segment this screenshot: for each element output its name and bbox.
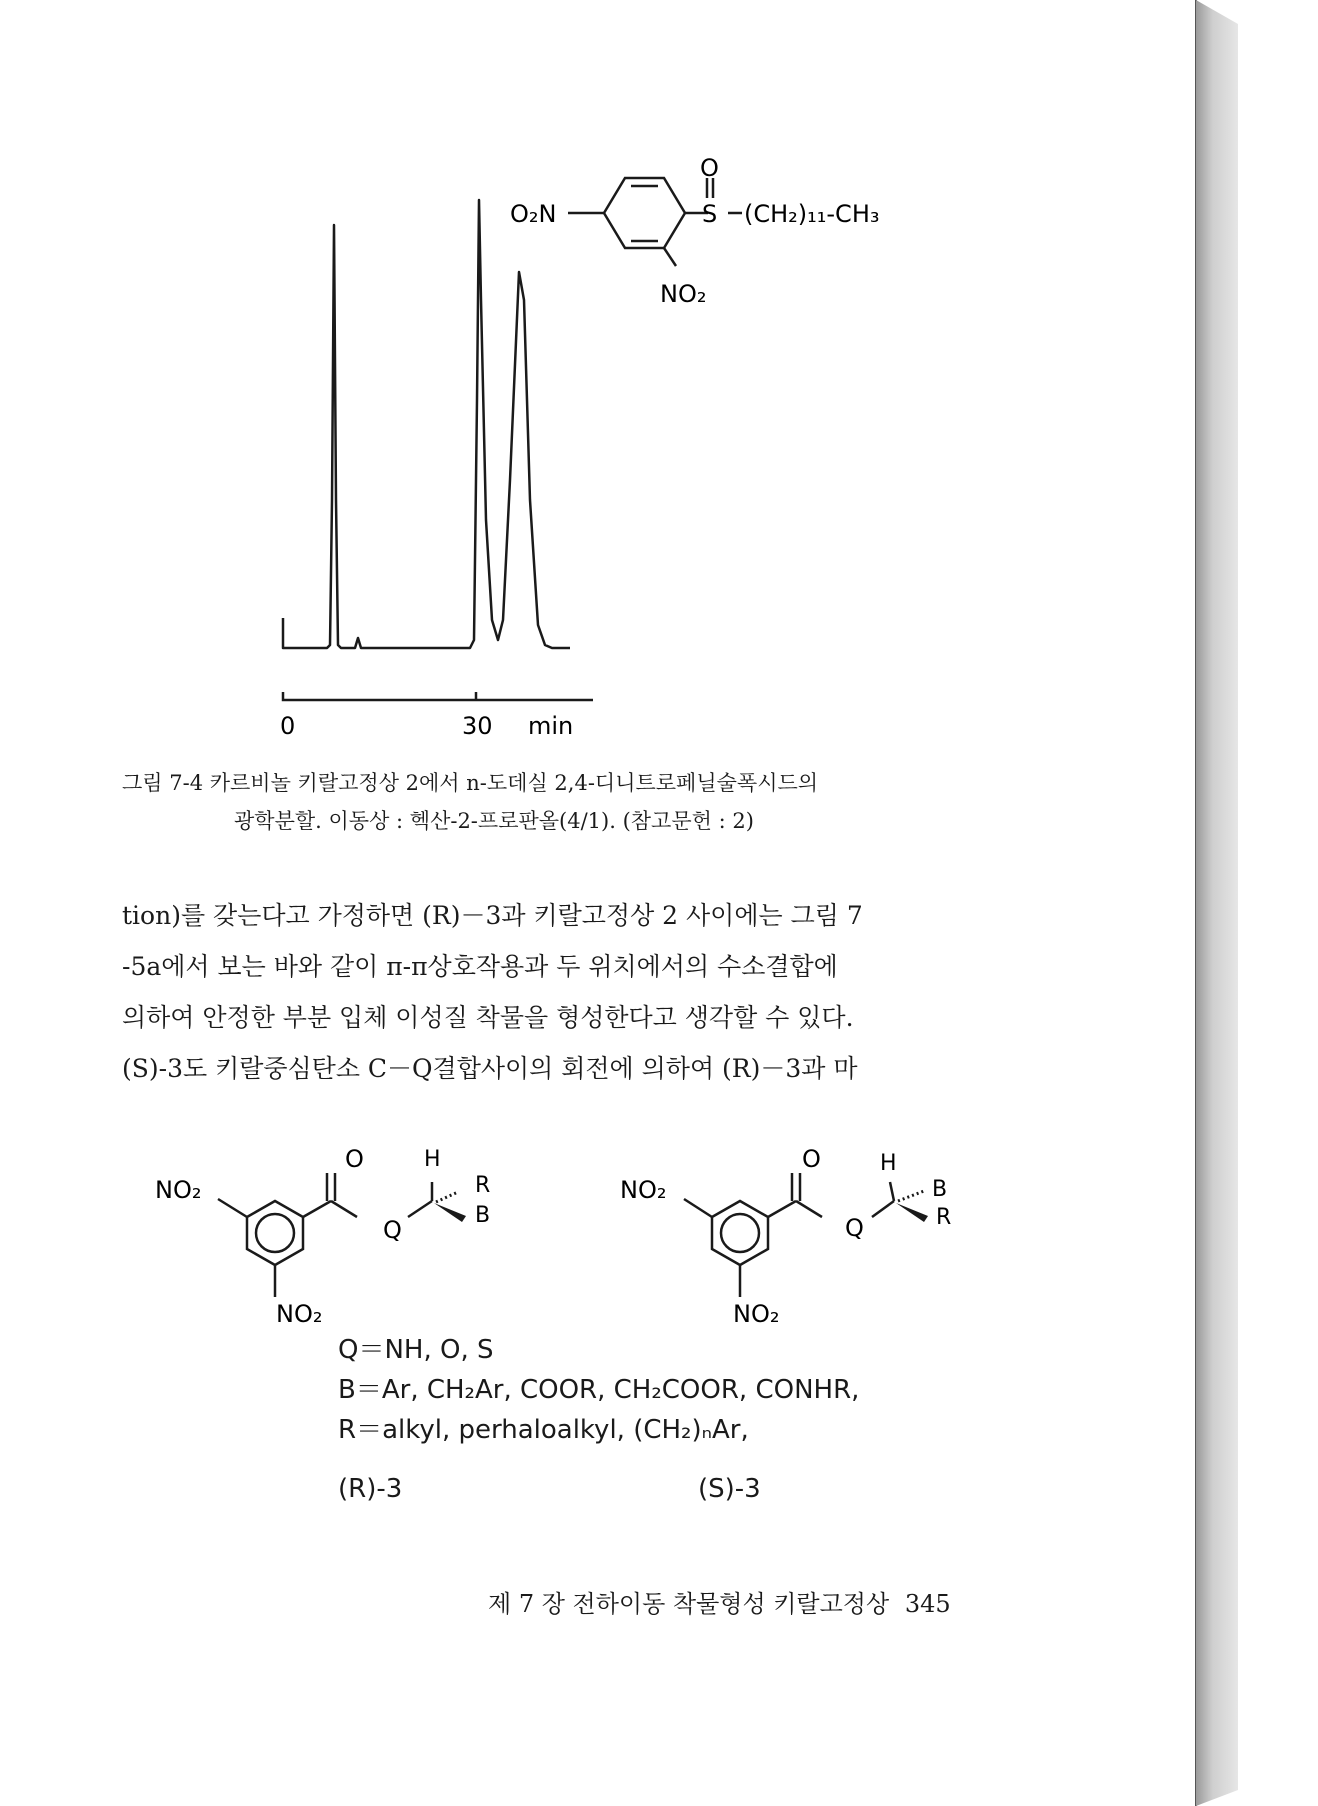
- s3-hydrogen: H: [880, 1151, 897, 1176]
- compound-alkyl-chain: (CH₂)₁₁-CH₃: [744, 200, 880, 228]
- time-axis: [283, 692, 593, 700]
- s3-nitro-top: NO₂: [620, 1176, 667, 1204]
- page-edge-shadow: [1196, 0, 1238, 1806]
- figure-caption: [122, 764, 1022, 840]
- r3-carbonyl-oxygen: O: [345, 1145, 364, 1173]
- structures-figure: [0, 1100, 1000, 1350]
- body-line: -5a에서 보는 바와 같이 π-π상호작용과 두 위치에서의 수소결합에: [122, 952, 838, 981]
- s3-hash-substituent: B: [932, 1177, 948, 1202]
- caption-line-2: 광학분할. 이동상 : 헥산-2-프로판올(4/1). (참고문헌 : 2): [234, 809, 754, 833]
- compound-sulfur: S: [702, 200, 718, 228]
- chromatogram-figure: [0, 0, 1000, 760]
- s3-bold-substituent: R: [936, 1205, 952, 1230]
- body-line: (S)-3도 키랄중심탄소 C－Q결합사이의 회전에 의하여 (R)－3과 마: [122, 1054, 858, 1083]
- page-footer: [488, 1584, 951, 1619]
- r3-q-atom: Q: [383, 1216, 402, 1244]
- r3-nitro-top: NO₂: [155, 1176, 202, 1204]
- r3-hash-substituent: R: [475, 1173, 491, 1198]
- caption-line-1: 그림 7-4 카르비놀 키랄고정상 2에서 n-도데실 2,4-디니트로페닐술폭시드의: [122, 771, 819, 795]
- axis-unit: min: [528, 712, 574, 740]
- s3-nitro-bottom: NO₂: [733, 1300, 780, 1328]
- definition-r: R＝alkyl, perhaloalkyl, (CH₂)ₙAr,: [338, 1415, 749, 1445]
- axis-tick-0: 0: [280, 712, 296, 740]
- definition-q: Q＝NH, O, S: [338, 1335, 494, 1365]
- r3-hydrogen: H: [424, 1147, 441, 1172]
- s3-q-atom: Q: [845, 1214, 864, 1242]
- s3-compound-label: (S)-3: [698, 1474, 761, 1504]
- compound-sulfoxide-oxygen: O: [700, 154, 719, 182]
- chromatogram-trace: [283, 200, 570, 648]
- compound-nitro-left: O₂N: [510, 200, 557, 228]
- axis-tick-30: 30: [462, 712, 493, 740]
- substituent-definitions: [338, 1330, 859, 1450]
- definition-b: B＝Ar, CH₂Ar, COOR, CH₂COOR, CONHR,: [338, 1375, 860, 1405]
- s3-carbonyl-oxygen: O: [802, 1145, 821, 1173]
- page-number: 345: [904, 1590, 951, 1618]
- structure-r3: [155, 1145, 490, 1328]
- compound-nitro-ortho: NO₂: [660, 280, 707, 308]
- body-line: tion)를 갖는다고 가정하면 (R)－3과 키랄고정상 2 사이에는 그림 7: [122, 901, 863, 930]
- r3-compound-label: (R)-3: [338, 1474, 403, 1504]
- chapter-title: 제 7 장 전하이동 착물형성 키랄고정상: [488, 1590, 890, 1618]
- r3-nitro-bottom: NO₂: [276, 1300, 323, 1328]
- body-line: 의하여 안정한 부분 입체 이성질 착물을 형성한다고 생각할 수 있다.: [122, 1003, 854, 1032]
- structure-s3: [620, 1145, 951, 1328]
- body-paragraph: [122, 890, 1022, 1094]
- r3-bold-substituent: B: [475, 1203, 491, 1228]
